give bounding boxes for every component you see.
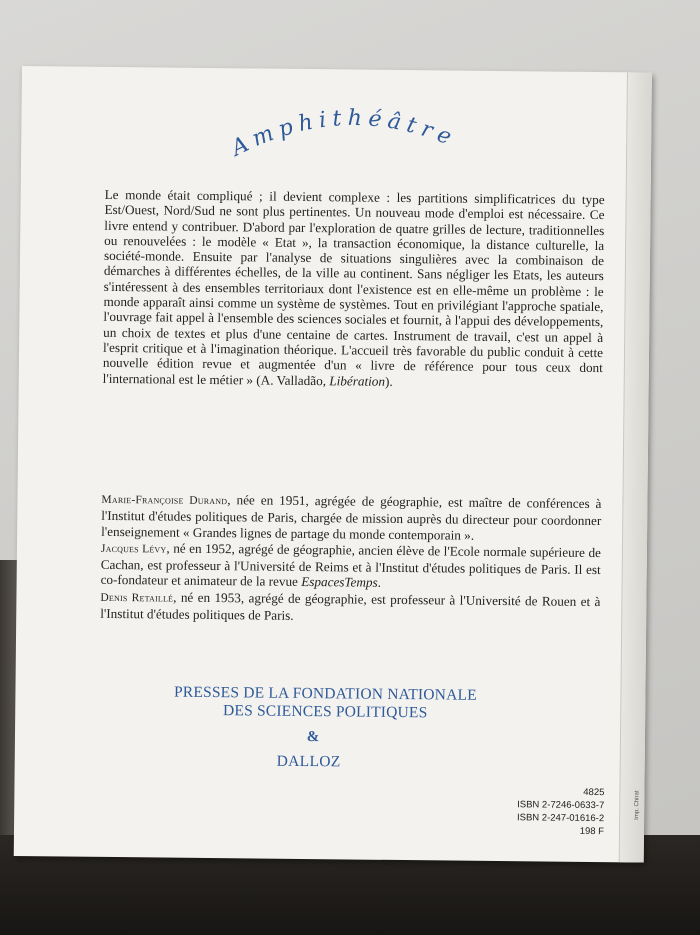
- author-name: Marie-Françoise Durand: [101, 493, 228, 508]
- author-bios: [100, 491, 601, 628]
- author-text-end: .: [377, 575, 382, 591]
- blurb-paragraph: [103, 187, 605, 391]
- series-title: [216, 98, 497, 171]
- author-name: Jacques Lévy: [100, 542, 167, 556]
- publisher-ampersand: &: [306, 729, 320, 746]
- svg-text:Amphithéâtre: [226, 105, 461, 165]
- author-name: Denis Retaillé: [100, 591, 174, 605]
- blurb-end: ).: [384, 373, 393, 389]
- book-number: 4825: [583, 786, 605, 799]
- publisher-block: [155, 683, 495, 723]
- printer-mark: Imp. Chirat: [634, 790, 641, 820]
- isbn-line: ISBN 2-247-01616-2: [516, 812, 605, 825]
- author-text: , né en 1952, agrégé de géographie, ancien élève de l'Ecole normale supérieure de Cachan, est professeur à l'Université de Reims et à l'Institut d'études politiques de Paris. Il est co-fondateur et animateur de la revue: [100, 540, 602, 590]
- author-bio: [101, 540, 601, 593]
- journal-title: EspacesTemps: [301, 574, 378, 591]
- coeditor-name: DALLOZ: [276, 752, 341, 771]
- isbn-block: [517, 785, 605, 838]
- book-back-cover: [14, 66, 652, 863]
- author-text: , née en 1951, agrégée de géographie, est maître de conférences à l'Institut d'études politiques de Paris, chargée de mission auprès du directeur pour coordonner l'enseignement « Grandes lignes de partage du monde contemporain ».: [101, 492, 602, 543]
- author-bio: [100, 589, 600, 627]
- publisher-line-2: DES SCIENCES POLITIQUES: [222, 702, 428, 722]
- series-title-text: Amphithéâtre: [227, 105, 461, 162]
- author-text: , né en 1953, agrégé de géographie, est professeur à l'Université de Rouen et à l'Institut d'études politiques de Paris.: [100, 589, 601, 623]
- isbn-line: ISBN 2-7246-0633-7: [517, 799, 605, 812]
- price: 198 F: [579, 825, 605, 838]
- author-bio: [101, 491, 601, 544]
- series-title-arc: [216, 98, 497, 171]
- blurb-text: Le monde était compliqué ; il devient complexe : les partitions simplificatrices du type Est/Ouest, Nord/Sud ne sont plus pertinentes. Un nouveau mode d'emploi est nécessaire. Ce livre entend y contribuer. D'abord par l'exploration de quatre grilles de lecture, traditionnelles ou renouvelées : le modèle « Etat », la transaction économique, la distance culturelle, la société-monde. Ensuite par l'analyse de situations singulières avec la combinaison de démarches à différentes échelles, de la ville au continent. Sans négliger les Etats, les auteurs s'intéressent à des ensembles territoriaux dont l'existence est en elle-même un problème : le monde apparaît ainsi comme un système de systèmes. Tout en privilégiant l'approche spatiale, l'ouvrage fait appel à l'ensemble des sciences sociales et fournit, à l'appui des développements, un choix de textes et plus d'une centaine de cartes. Instrument de travail, c'est un appel à l'esprit critique et à l'imagination théorique. L'accueil très favorable du public conduit à cette nouvelle édition revue et augmentée d'un « livre de référence pour tous ceux dont l'international est le métier » (A. Valladão,: [102, 186, 605, 388]
- blurb-source: Libération: [329, 372, 386, 389]
- publisher-line-1: PRESSES DE LA FONDATION NATIONALE: [173, 683, 477, 704]
